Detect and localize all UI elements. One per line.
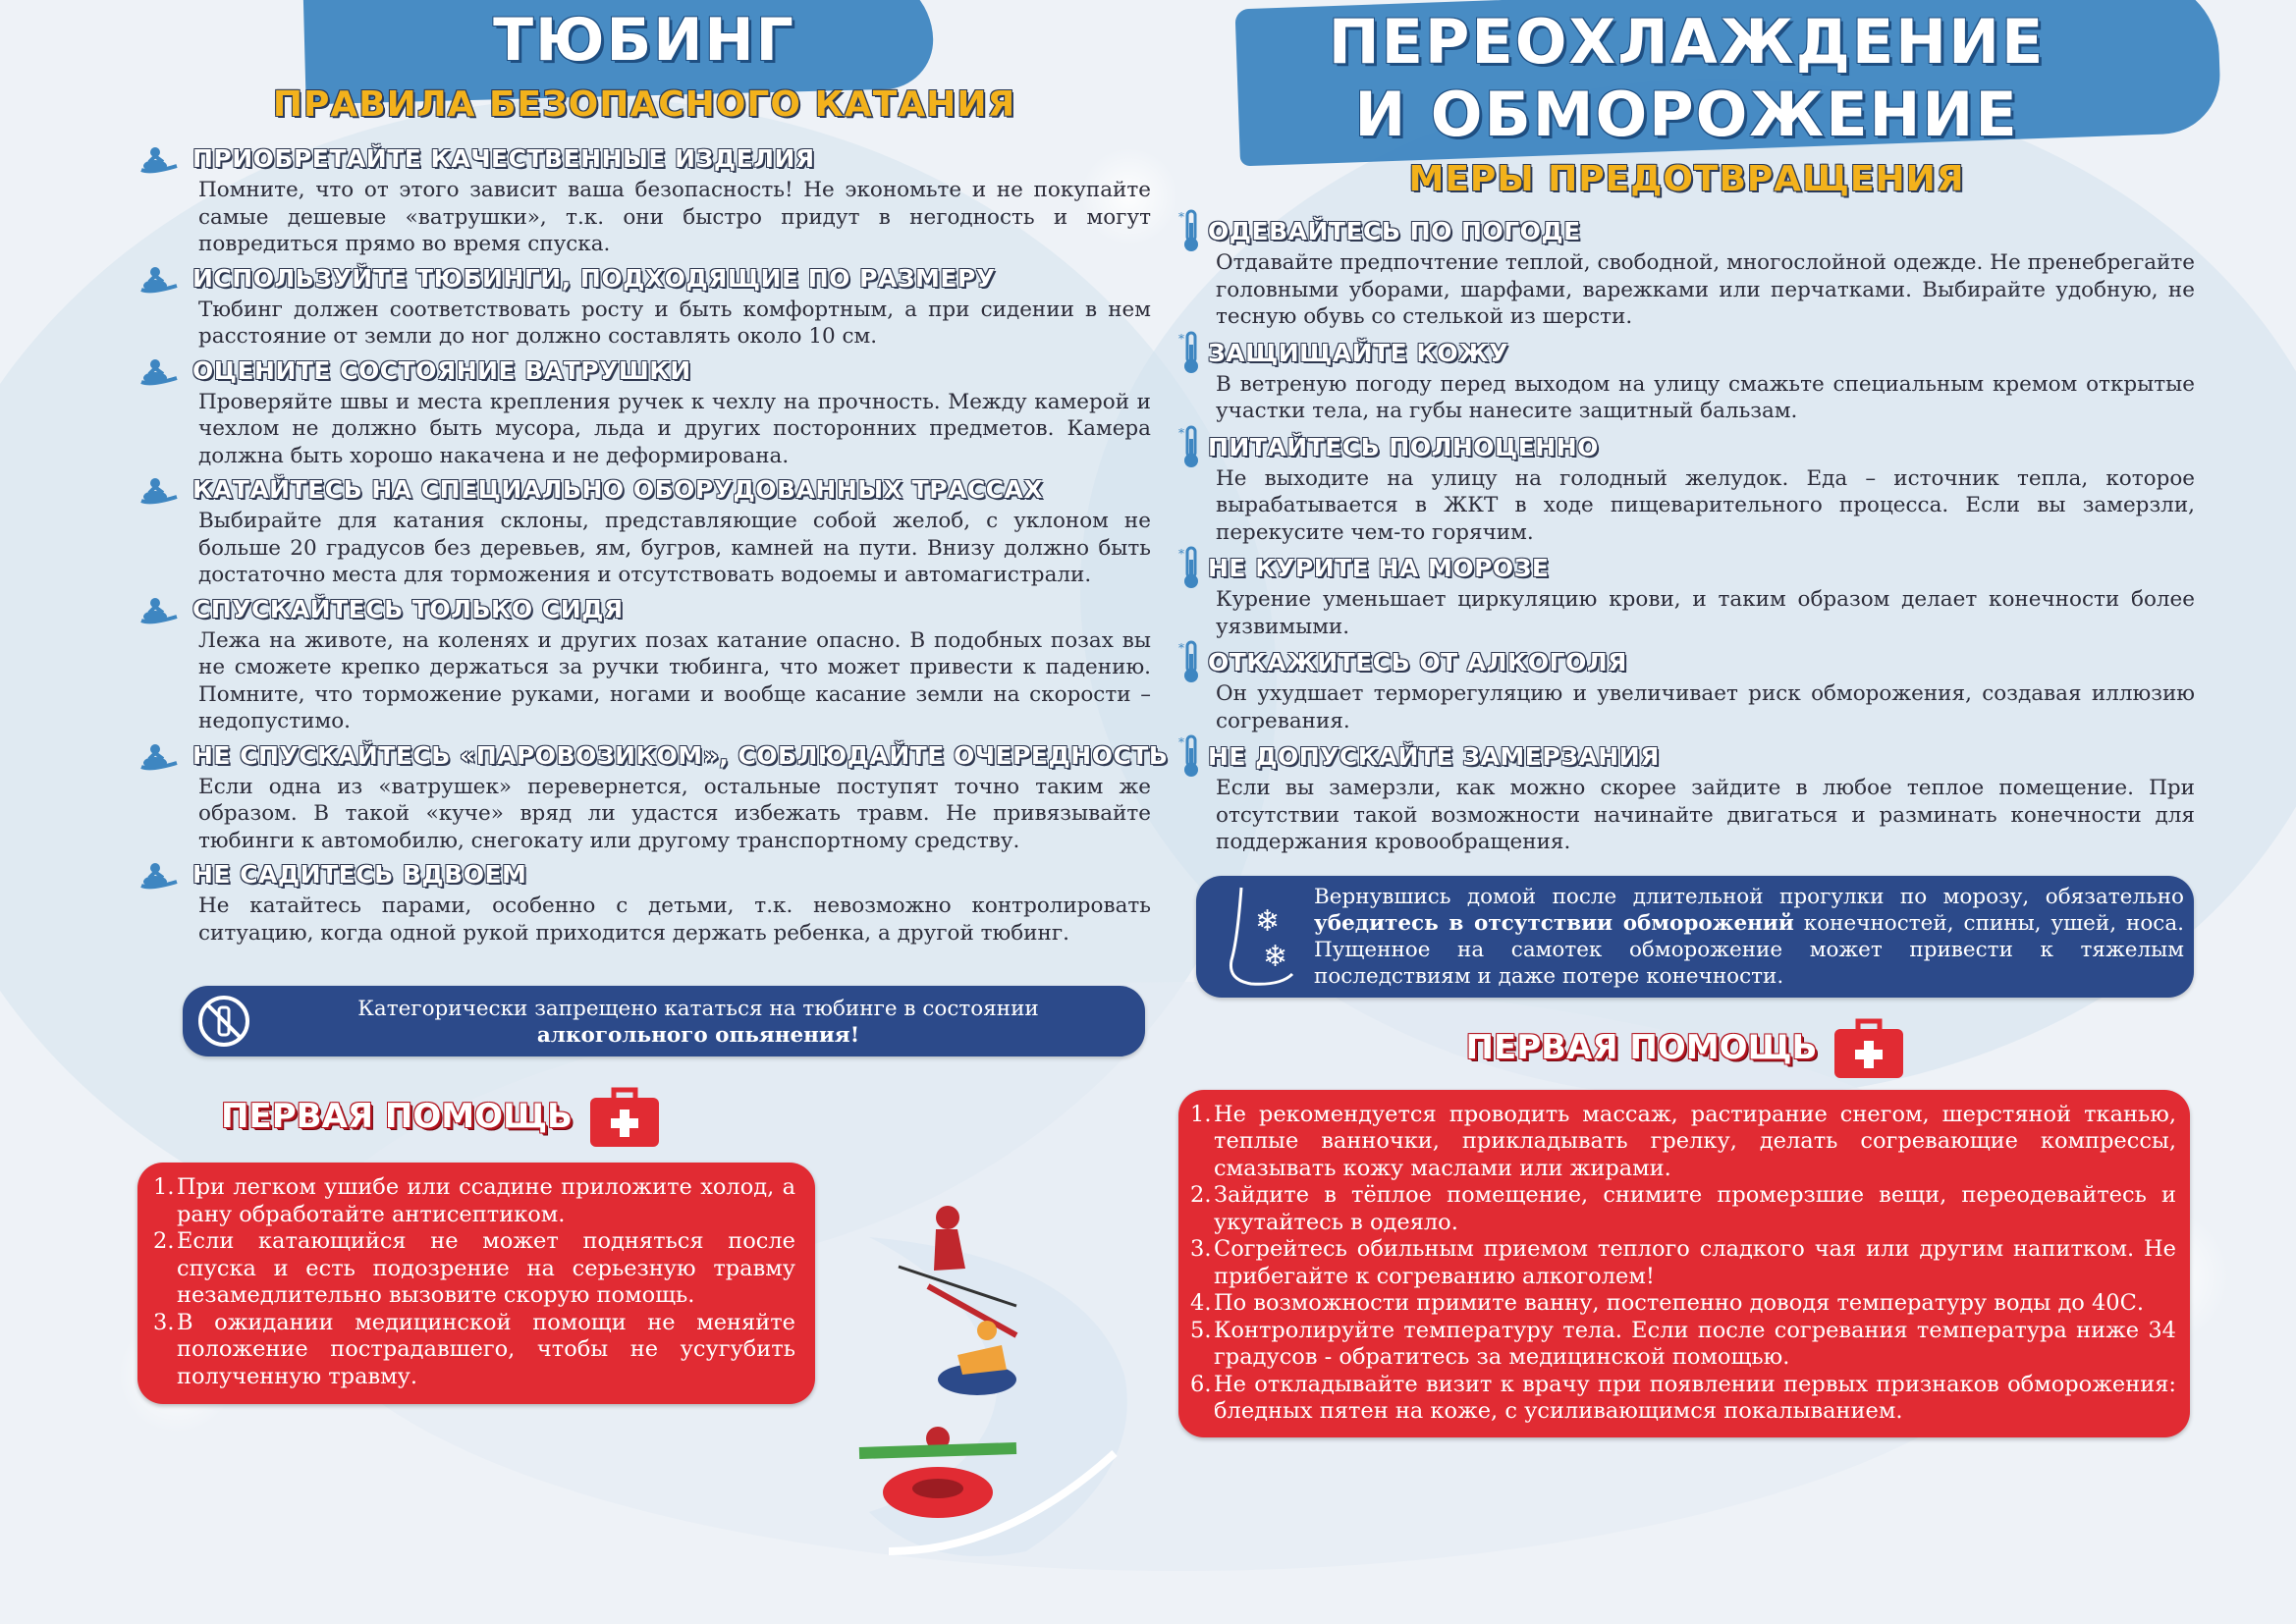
thermometer-icon	[1178, 544, 1204, 591]
rule-text: Выбирайте для катания склоны, представляющие собой желоб, с уклоном не больше 20 градусов без деревьев, ям, бугров, камней на пути. Внизу должно быть достаточно места для торможения и отсутствовать водоемы и автомагистрали.	[198, 509, 1151, 587]
svg-text:❄: ❄	[1263, 939, 1288, 974]
alcohol-warning-box	[183, 986, 1145, 1056]
first-aid-item: 2. Если катающийся не может подняться после спуска и есть подозрение на серьезную травму незамедлительно вызовите скорую помощь.	[153, 1228, 795, 1308]
svg-text:*: *	[1178, 331, 1184, 346]
first-aid-item: 3. Согрейтесь обильным приемом теплого сладкого чая или другим напитком. Не прибегайте к согреванию алкоголем!	[1190, 1236, 2176, 1289]
first-aid-list	[153, 1174, 795, 1390]
first-aid-title: ПЕРВАЯ ПОМОЩЬ	[221, 1097, 573, 1136]
right-title-line1: ПЕРЕОХЛАЖДЕНИЕ	[1328, 6, 2046, 78]
rule-text: В ветреную погоду перед выходом на улицу смажьте специальным кремом открытые участки тела, на губы нанесите защитный бальзам.	[1216, 371, 2195, 423]
rule-heading: СПУСКАЙТЕСЬ ТОЛЬКО СИДЯ	[192, 594, 624, 623]
first-aid-list	[1190, 1102, 2176, 1426]
no-alcohol-icon	[196, 994, 251, 1049]
rule-heading: КАТАЙТЕСЬ НА СПЕЦИАЛЬНО ОБОРУДОВАННЫХ ТРАССАХ	[192, 475, 1044, 504]
left-first-aid-heading	[137, 1082, 746, 1151]
rule-heading: ИСПОЛЬЗУЙТЕ ТЮБИНГИ, ПОДХОДЯЩИЕ ПО РАЗМЕРУ	[192, 263, 996, 293]
rule-item	[137, 740, 1169, 855]
rule-heading: НЕ ДОПУСКАЙТЕ ЗАМЕРЗАНИЯ	[1208, 742, 1660, 771]
right-title-line2: И ОБМОРОЖЕНИЕ	[1354, 79, 2019, 150]
frozen-foot-icon	[1212, 882, 1300, 990]
right-rules	[1178, 210, 2195, 856]
rule-text: Помните, что от этого зависит ваша безопасность! Не экономьте и не покупайте самые дешевые «ватрушки», т.к. они быстро придут в негодность и могут повредиться прямо во время спуска.	[198, 178, 1151, 256]
thermometer-icon	[1178, 638, 1204, 685]
first-aid-item: 4. По возможности примите ванну, постепенно доводя температуру воды до 40С.	[1190, 1290, 2144, 1316]
left-rules	[137, 144, 1169, 947]
tubing-icon	[137, 140, 181, 180]
rule-item	[137, 860, 1151, 947]
tubing-icon	[137, 591, 181, 630]
right-subtitle: МЕРЫ ПРЕДОТВРАЩЕНИЯ	[1408, 159, 1965, 199]
rule-item	[1178, 547, 2195, 640]
rule-heading: НЕ СПУСКАЙТЕСЬ «ПАРОВОЗИКОМ», СОБЛЮДАЙТЕ ОЧЕРЕДНОСТЬ	[192, 740, 1169, 770]
rule-text: Если вы замерзли, как можно скорее зайдите в любое теплое помещение. При отсутствии такой возможности начинайте двигаться и разминать конечности для поддержания кровообращения.	[1216, 776, 2195, 854]
rule-heading: НЕ САДИТЕСЬ ВДВОЕМ	[192, 860, 527, 889]
tubing-icon	[137, 737, 181, 777]
tubing-icon	[137, 352, 181, 392]
thermometer-icon	[1178, 732, 1204, 780]
rule-text: Курение уменьшает циркуляцию крови, и таким образом делает конечности более уязвимыми.	[1216, 587, 2195, 639]
notice-text-before: Вернувшись домой после длительной прогулки по морозу, обязательно	[1314, 884, 2184, 909]
rule-heading: НЕ КУРИТЕ НА МОРОЗЕ	[1208, 554, 1550, 582]
right-title	[1178, 0, 2195, 151]
left-column	[137, 0, 1169, 1404]
first-aid-item: 2. Зайдите в тёплое помещение, снимите промерзшие вещи, переодевайтесь и укутайтесь в одеяло.	[1190, 1182, 2176, 1235]
rule-item	[137, 264, 1151, 351]
right-title-block	[1178, 0, 2195, 199]
tubing-icon	[137, 260, 181, 299]
thermometer-icon	[1178, 329, 1204, 376]
frostbite-check-box	[1196, 876, 2194, 998]
thermometer-icon	[1178, 207, 1204, 254]
first-aid-item: 5. Контролируйте температуру тела. Если после согревания температура ниже 34 градусов - обратитесь за медицинской помощью.	[1190, 1317, 2176, 1370]
left-title: ТЮБИНГ	[493, 6, 795, 75]
alcohol-warning-line1: Категорически запрещено кататься на тюбинге в состоянии	[357, 997, 1039, 1021]
first-aid-item: 6. Не откладывайте визит к врачу при появлении первых признаков обморожения: бледных пятен на коже, с усиливающимся покалыванием.	[1190, 1371, 2176, 1424]
first-aid-item: 1. Не рекомендуется проводить массаж, растирание снегом, шерстяной тканью, теплые ванночки, прикладывать грелку, делать согревающие компрессы, смазывать кожу маслами или жирами.	[1190, 1101, 2176, 1181]
thermometer-icon	[1178, 423, 1204, 470]
tubing-icon	[137, 856, 181, 895]
rule-heading: ПРИОБРЕТАЙТЕ КАЧЕСТВЕННЫЕ ИЗДЕЛИЯ	[192, 144, 815, 173]
rule-text: Если одна из «ватрушек» перевернется, остальные поступят точно таким же образом. В такой «куче» вряд ли удастся избежать травм. Не привязывайте тюбинги к автомобилю, снегокату или другому транспортному средству.	[198, 774, 1151, 853]
svg-text:*: *	[1178, 425, 1184, 440]
first-aid-kit-icon	[1831, 1013, 1907, 1082]
rule-item	[1178, 641, 2195, 734]
rule-heading: ОТКАЖИТЕСЬ ОТ АЛКОГОЛЯ	[1208, 648, 1627, 677]
rule-text: Не катайтесь парами, особенно с детьми, т.к. невозможно контролировать ситуацию, когда одной рукой приходится держать ребенка, а другой тюбинг.	[198, 893, 1151, 946]
notice-text-after: конечностей, спины, ушей, носа. Пущенное на самотек обморожение может привести к тяжелым последствиям и даже потере конечности.	[1314, 910, 2184, 989]
svg-text:*: *	[1178, 735, 1184, 749]
rule-item	[1178, 210, 2195, 331]
rule-item	[137, 595, 1151, 735]
rule-heading: ЗАЩИЩАЙТЕ КОЖУ	[1208, 338, 1508, 367]
rule-item	[1178, 331, 2195, 425]
right-column	[1178, 0, 2195, 1437]
right-first-aid-box	[1178, 1090, 2190, 1437]
rule-text: Проверяйте швы и места крепления ручек к чехлу на прочность. Между камерой и чехлом не должно быть мусора, льда и других посторонних предметов. Камера должна быть хорошо накачена и не деформирована.	[198, 389, 1151, 468]
rule-text: Тюбинг должен соответствовать росту и быть комфортным, а при сидении в нем расстояние от земли до ног должно составлять около 10 см.	[198, 297, 1151, 349]
svg-text:*: *	[1178, 547, 1184, 561]
rule-text: Лежа на животе, на коленях и других позах катание опасно. В подобных позах вы не сможете крепко держаться за ручки тюбинга, что может привести к падению. Помните, что торможение руками, ногами и вообще касание земли на скорости – недопустимо.	[198, 627, 1151, 733]
left-title-block	[137, 0, 1151, 125]
rule-text: Не выходите на улицу на голодный желудок. Еда – источник тепла, которое вырабатывается в ЖКТ в ходе пищеварительного процесса. Если вы замерзли, перекусите чем-то горячим.	[1216, 465, 2195, 545]
rule-item	[1178, 425, 2195, 547]
rule-item	[137, 144, 1151, 258]
left-first-aid-box	[137, 1163, 815, 1404]
rule-item	[137, 475, 1151, 589]
rule-heading: ОЦЕНИТЕ СОСТОЯНИЕ ВАТРУШКИ	[192, 355, 691, 385]
first-aid-item: 1. При легком ушибе или ссадине приложите холод, а рану обработайте антисептиком.	[153, 1174, 795, 1227]
left-subtitle: ПРАВИЛА БЕЗОПАСНОГО КАТАНИЯ	[272, 84, 1016, 125]
rule-item	[1178, 735, 2195, 856]
first-aid-item: 3. В ожидании медицинской помощи не меняйте положение пострадавшего, чтобы не усугубить полученную травму.	[153, 1309, 795, 1389]
first-aid-title: ПЕРВАЯ ПОМОЩЬ	[1465, 1027, 1818, 1067]
first-aid-kit-icon	[586, 1082, 663, 1151]
tubing-icon	[137, 471, 181, 511]
rule-text: Он ухудшает терморегуляцию и увеличивает риск обморожения, создавая иллюзию согревания.	[1216, 681, 2195, 733]
rule-heading: ОДЕВАЙТЕСЬ ПО ПОГОДЕ	[1208, 217, 1581, 245]
notice-text-bold: убедитесь в отсутствии обморожений	[1314, 910, 1794, 936]
rule-item	[137, 356, 1151, 470]
svg-text:*: *	[1178, 641, 1184, 655]
svg-text:❄: ❄	[1255, 903, 1281, 939]
rule-text: Отдавайте предпочтение теплой, свободной, многослойной одежде. Не пренебрегайте головными уборами, шарфами, варежками или перчатками. Выбирайте удобную, не тесную обувь со стелькой из шерсти.	[1216, 250, 2195, 329]
right-first-aid-heading	[1178, 1013, 2195, 1082]
alcohol-warning-line2: алкогольного опьянения!	[536, 1023, 860, 1048]
rule-heading: ПИТАЙТЕСЬ ПОЛНОЦЕННО	[1208, 432, 1599, 461]
svg-text:*: *	[1178, 210, 1184, 224]
